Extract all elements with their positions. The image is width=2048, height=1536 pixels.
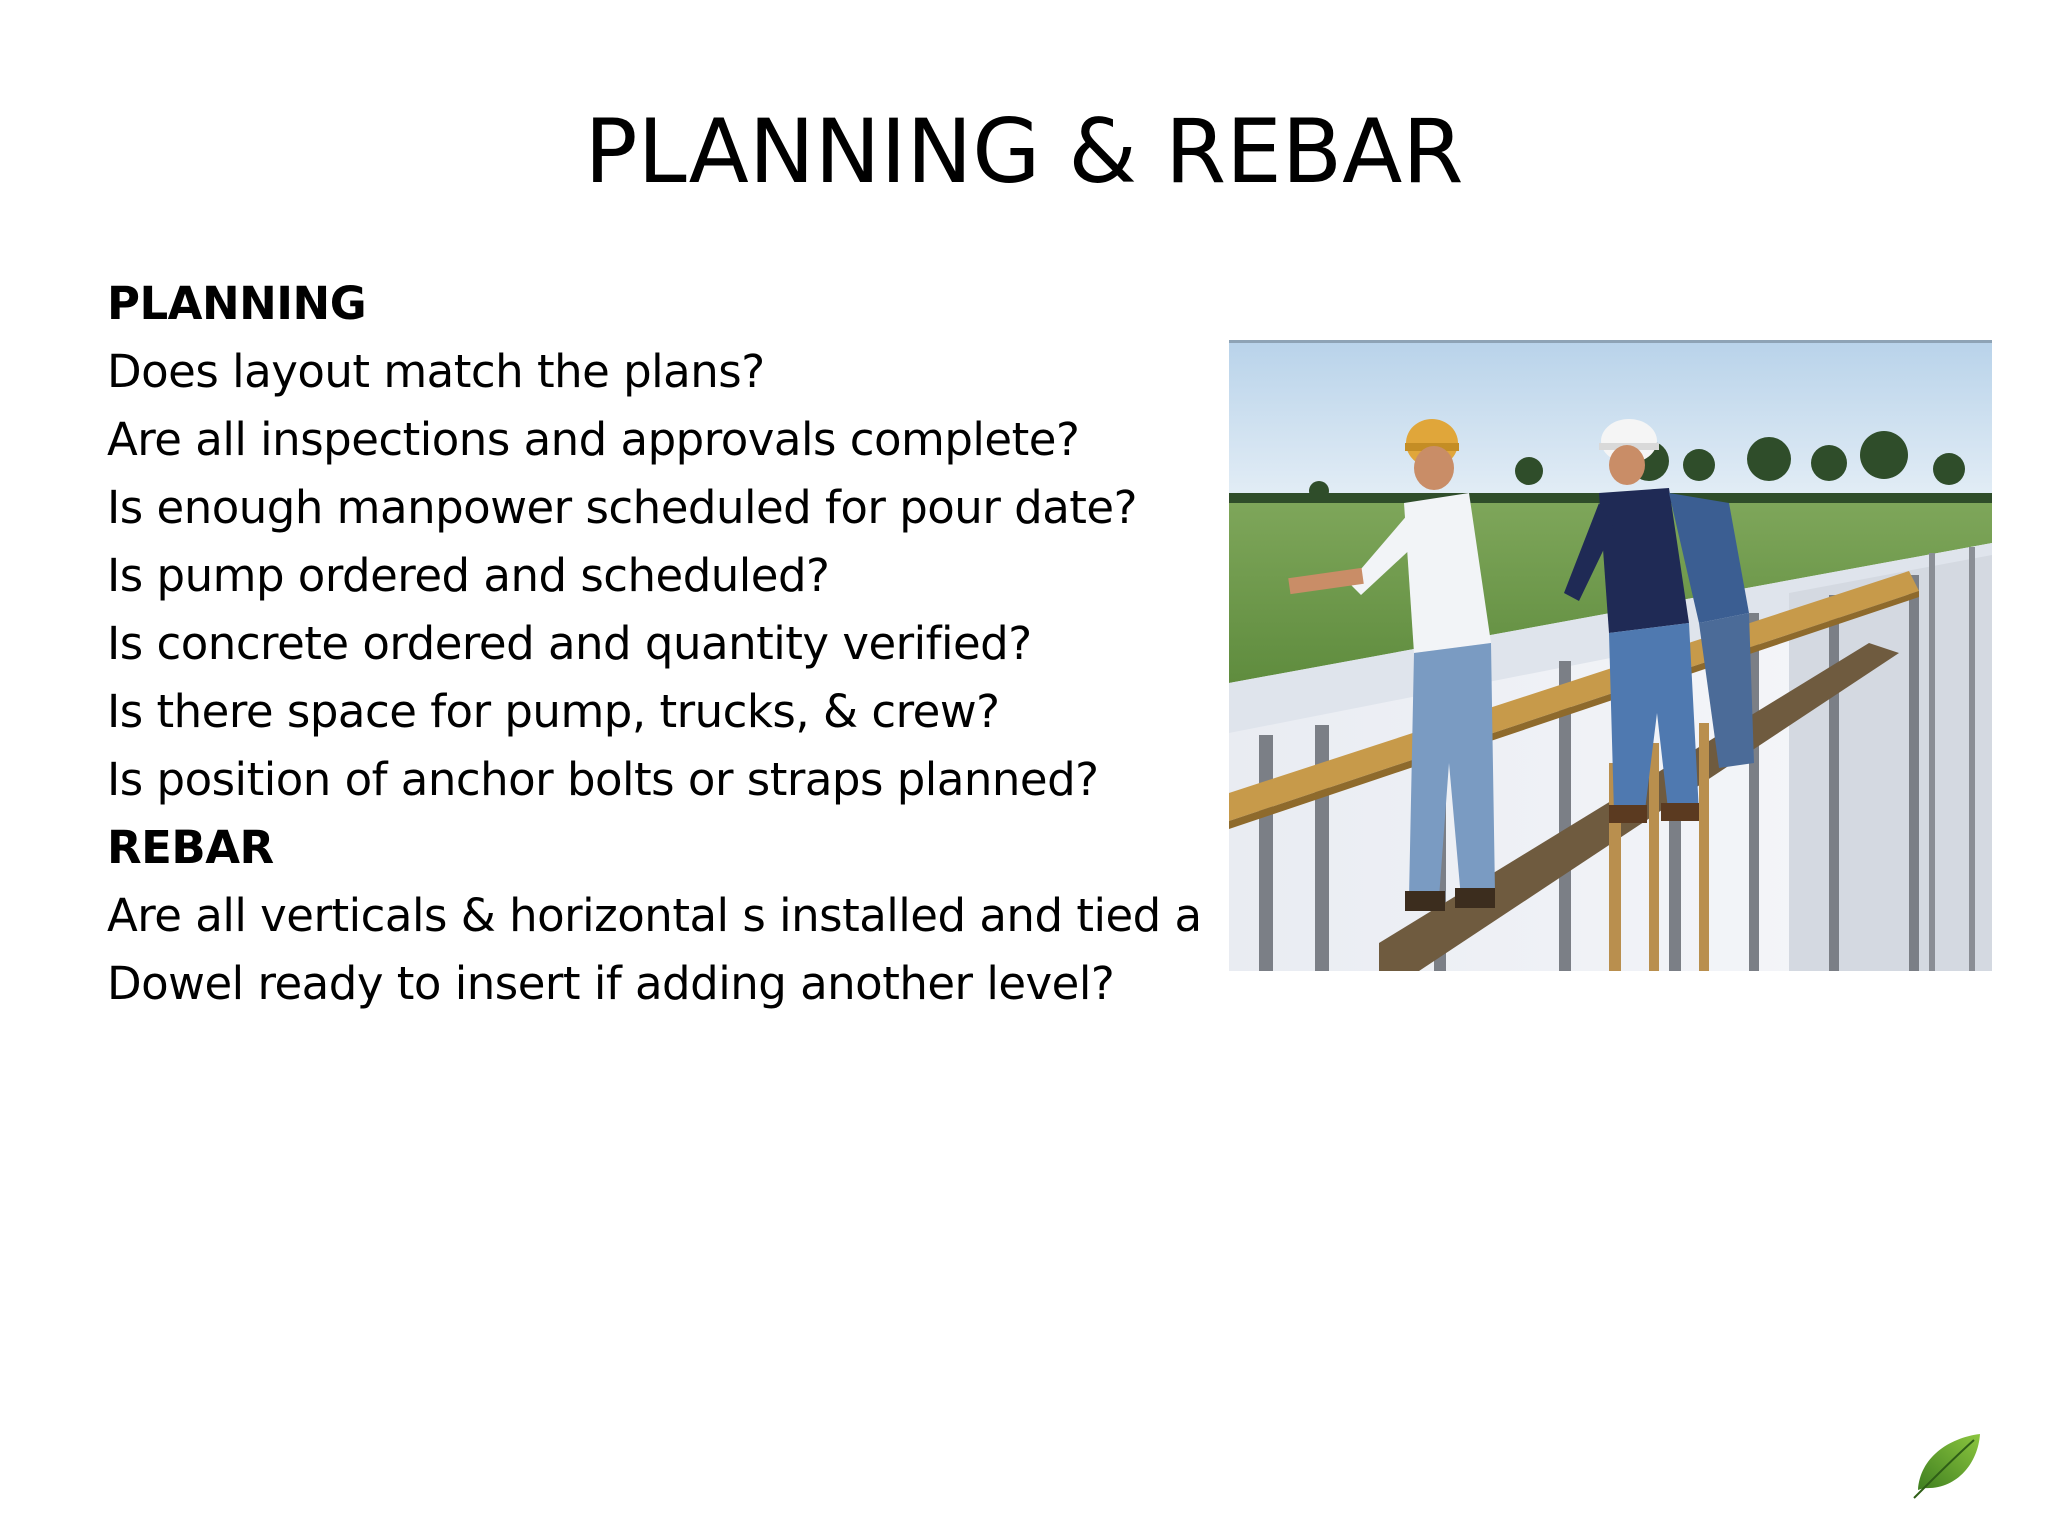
planning-item: Is pump ordered and scheduled?: [107, 549, 830, 602]
leaf-icon: [1908, 1428, 1984, 1504]
planning-item: Is concrete ordered and quantity verified?: [107, 617, 1032, 670]
rebar-item: Dowel ready to insert if adding another level?: [107, 957, 1115, 1010]
slide-title: PLANNING & REBAR: [584, 100, 1464, 203]
planning-item: Does layout match the plans?: [107, 345, 765, 398]
planning-item: Is position of anchor bolts or straps planned?: [107, 753, 1099, 806]
planning-item: Is there space for pump, trucks, & crew?: [107, 685, 1000, 738]
planning-item: Is enough manpower scheduled for pour date?: [107, 481, 1137, 534]
construction-workers-photo: [1229, 340, 1992, 971]
slide-body: [107, 270, 1317, 1030]
rebar-item: Are all verticals & horizontal s installed and tied a: [107, 889, 1202, 942]
planning-heading: PLANNING: [107, 277, 367, 330]
rebar-heading: REBAR: [107, 821, 274, 874]
photo-illustration: [1229, 343, 1992, 971]
planning-item: Are all inspections and approvals complete?: [107, 413, 1080, 466]
